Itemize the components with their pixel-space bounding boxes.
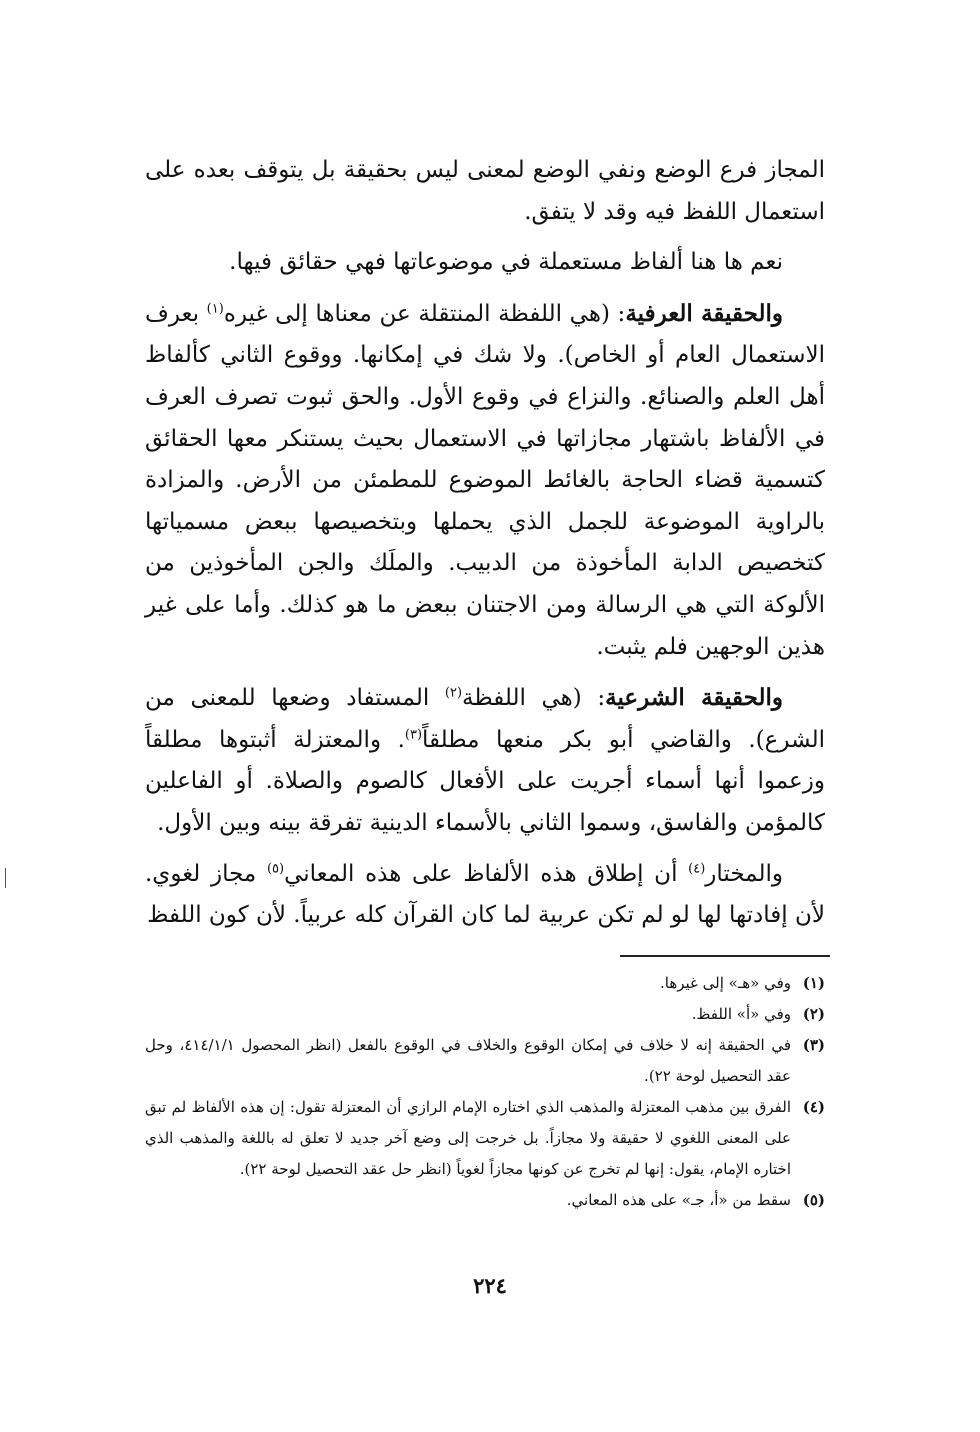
footnote-3: [145, 1030, 825, 1092]
footnote-text: الفرق بين مذهب المعتزلة والمذهب الذي اختاره الإمام الرازي أن المعتزلة تقول: إن هذه الألفاظ لم تبق على المعنى اللغوي لا حقيقة ولا مجازاً. بل خرجت إلى وضع آخر جديد لا تعلق له باللغة والمذهب الذي اختاره الإمام، يقول: إنها لم تخرج عن كونها مجازاً لغوياً (انظر حل عقد التحصيل لوحة ٢٢).: [145, 1098, 792, 1178]
paragraph-text: أن إطلاق هذه الألفاظ على هذه المعاني: [284, 860, 689, 887]
paragraph-1: المجاز فرع الوضع ونفي الوضع لمعنى ليس بحقيقة بل يتوقف بعده على استعمال اللفظ فيه وقد لا يتفق.: [145, 157, 825, 225]
paragraph-chosen-view: [145, 854, 825, 937]
term-customary-truth: والحقيقة العرفية: [625, 299, 783, 327]
paragraph-text: والمختار: [705, 860, 783, 887]
footnote-ref-5[interactable]: (٥): [266, 860, 285, 876]
footnotes: [145, 968, 825, 1216]
footnote-number: (٥): [802, 1191, 825, 1209]
footnote-ref-2[interactable]: (٢): [444, 685, 463, 701]
footnote-number: (٢): [802, 1005, 825, 1023]
page-number: ٢٢٤: [473, 1273, 507, 1298]
footnote-text: وفي «أ» اللفظ.: [691, 1005, 791, 1023]
paragraph-text: المستفاد وضعها للمعنى من الشرع). والقاضي أبو بكر منعها مطلقاً: [145, 685, 825, 753]
footnote-ref-4[interactable]: (٤): [688, 860, 706, 876]
footnote-ref-1[interactable]: (١): [206, 301, 224, 317]
paragraph-text: . والمعتزلة أثبتوها مطلقاً وزعموا أنها أسماء أجريت على الأفعال كالصوم والصلاة. أو الفاعلين كالمؤمن والفاسق، وسموا الثاني بالأسماء الدينية تفرقة بينه وبين الأول.: [145, 726, 825, 836]
footnote-text: سقط من «أ، جـ» على هذه المعاني.: [566, 1191, 791, 1209]
paragraph-legal-truth: [145, 677, 825, 844]
footnote-text: في الحقيقة إنه لا خلاف في إمكان الوقوع والخلاف في الوقوع بالفعل (انظر المحصول ٤١٤/١/١، وحل عقد التحصيل لوحة ٢٢).: [145, 1036, 791, 1085]
paragraph-text: : (هي اللفظة المنتقلة عن معناها إلى غيره: [223, 300, 626, 327]
footnote-separator: [620, 955, 830, 957]
footnote-number: (٣): [802, 1036, 825, 1054]
footnote-number: (٤): [802, 1098, 825, 1116]
footnote-text: وفي «هـ» إلى غيرها.: [659, 974, 791, 992]
term-legal-truth: والحقيقة الشرعية: [605, 684, 783, 712]
footnote-4: [145, 1092, 825, 1185]
main-text: [145, 150, 825, 946]
footnote-number: (١): [802, 974, 825, 992]
footnote-1: [145, 968, 825, 999]
paragraph-text: مجاز لغوي. لأن إفادتها لها لو لم تكن عربية لما كان القرآن كله عربياً. لأن كون اللفظ: [145, 860, 825, 929]
paragraph-customary-truth: [145, 293, 825, 668]
footnote-5: [145, 1185, 825, 1216]
margin-mark: [5, 868, 6, 888]
paragraph-text: بعرف الاستعمال العام أو الخاص). ولا شك في إمكانها. ووقوع الثاني كألفاظ أهل العلم والصنائع. والنزاع في وقوع الأول. والحق ثبوت تصرف العرف في الألفاظ باشتهار مجازاتها في الاستعمال بحيث يستنكر معها الحقائق كتسمية قضاء الحاجة بالغائط الموضوع للمطمئن من الأرض. والمزادة بالراوية الموضوعة للجمل الذي يحملها وبتخصيصها ببعض مسمياتها كتخصيص الدابة المأخوذة من الدبيب. والملَك والجن المأخوذين من الألوكة التي هي الرسالة ومن الاجتنان ببعض ما هو كذلك. وأما على غير هذين الوجهين فلم يثبت.: [145, 300, 825, 660]
footnote-ref-3[interactable]: (٣): [404, 727, 423, 743]
paragraph-text: : (هي اللفظة: [462, 685, 606, 712]
footnote-2: [145, 999, 825, 1030]
paragraph-2: نعم ها هنا ألفاظ مستعملة في موضوعاتها فهي حقائق فيها.: [229, 249, 783, 276]
